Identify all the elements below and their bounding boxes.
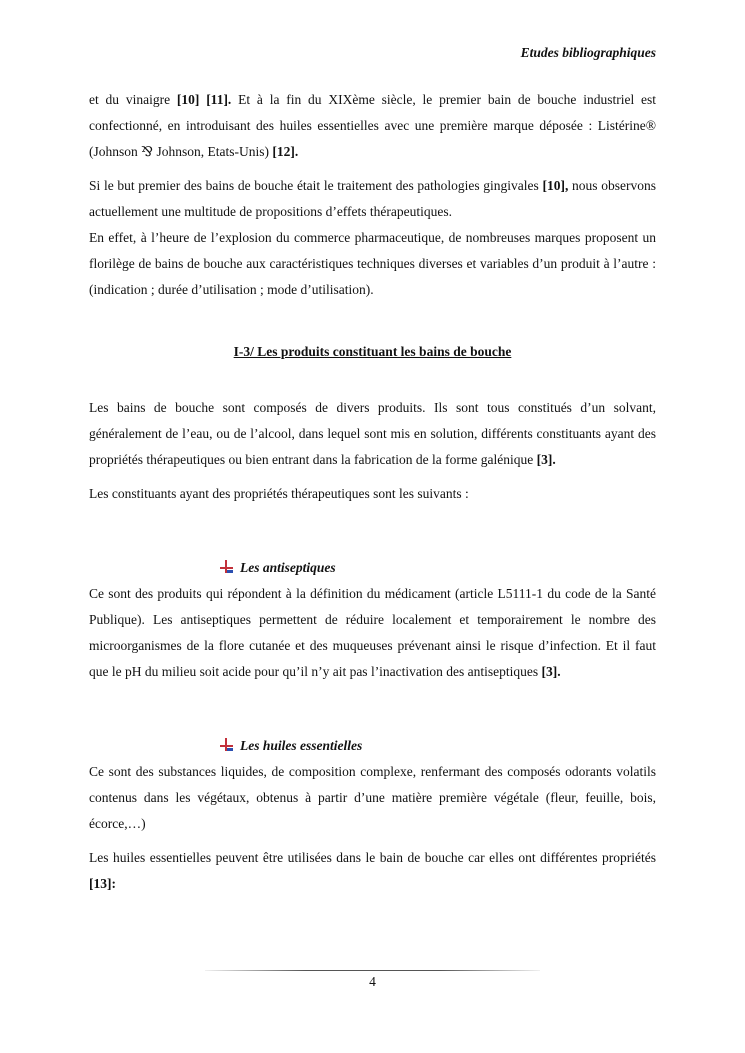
text-run: Les huiles essentielles peuvent être utilisées dans le bain de bouche car elles ont différentes propriétés xyxy=(89,850,656,865)
subheading-label: Les huiles essentielles xyxy=(240,738,363,753)
page-number: 4 xyxy=(369,974,376,989)
text-run: Ce sont des produits qui répondent à la définition du médicament (article L5111-1 du code de la Santé Publique). Les antiseptiques permettent de réduire localement et temporairement le nombre des microorganismes de la flore cutanée et des muqueuses prévenant ainsi le risque d’infection. Et il faut que le pH du milieu soit acide pour qu’il n’y ait pas l’inactivation des antiseptiques xyxy=(89,586,656,679)
text-run: et du vinaigre xyxy=(89,92,177,107)
running-header: Etudes bibliographiques xyxy=(520,45,656,60)
paragraph-antiseptiques xyxy=(89,581,656,685)
text-run: Et à la fin du XIXème siècle, le premier bain de bouche industriel est confectionné, en introduisant des huiles essentielles avec une première marque déposée : Listérine® (Johnson xyxy=(89,92,656,159)
ampersand-glyph: ⅋ xyxy=(141,144,154,159)
citation-ref: [3]. xyxy=(536,452,556,467)
citation-ref: [12]. xyxy=(272,144,299,159)
paragraph-constituents-intro: Les constituants ayant des propriétés thérapeutiques sont les suivants : xyxy=(89,486,469,501)
subheading-huiles-essentielles xyxy=(89,733,656,759)
citation-ref: [10] xyxy=(176,92,200,107)
text-run: Johnson, Etats-Unis) xyxy=(153,144,273,159)
text-run: Les bains de bouche sont composés de divers produits. Ils sont tous constitués d’un solvant, généralement de l’eau, ou de l’alcool, dans lequel sont mis en solution, différents constituants ayant des propriétés thérapeutiques ou bien entrant dans la fabrication de la forme galénique xyxy=(89,400,656,467)
citation-ref: [10], xyxy=(542,178,569,193)
citation-ref: [13]: xyxy=(89,876,116,891)
citation-ref: [3]. xyxy=(541,664,561,679)
paragraph-market: En effet, à l’heure de l’explosion du commerce pharmaceutique, de nombreuses marques proposent un florilège de bains de bouche aux caractéristiques techniques diverses et variables d’un produit à l’autre : (indication ; durée d’utilisation ; mode d’utilisation). xyxy=(89,230,656,297)
paragraph-history xyxy=(89,87,656,165)
cross-bullet-icon xyxy=(220,738,234,752)
paragraph-huiles-definition: Ce sont des substances liquides, de composition complexe, renfermant des composés odorants volatils contenus dans les végétaux, obtenus à partir d’une matière première végétale (fleur, feuille, bois, écorce,…) xyxy=(89,764,656,831)
cross-bullet-icon xyxy=(220,560,234,574)
paragraph-composition xyxy=(89,395,656,473)
section-title: I-3/ Les produits constituant les bains de bouche xyxy=(233,344,512,359)
text-run: nous observons actuellement une multitude de propositions d’effets thérapeutiques. xyxy=(89,178,656,219)
footer-divider xyxy=(205,970,540,971)
paragraph-huiles-properties xyxy=(89,845,656,897)
subheading-label: Les antiseptiques xyxy=(240,560,336,575)
citation-ref: [11]. xyxy=(206,92,232,107)
page-content xyxy=(89,87,656,897)
subheading-antiseptiques xyxy=(89,555,656,581)
paragraph-purpose xyxy=(89,173,656,225)
text-run: Si le but premier des bains de bouche était le traitement des pathologies gingivales xyxy=(89,178,543,193)
